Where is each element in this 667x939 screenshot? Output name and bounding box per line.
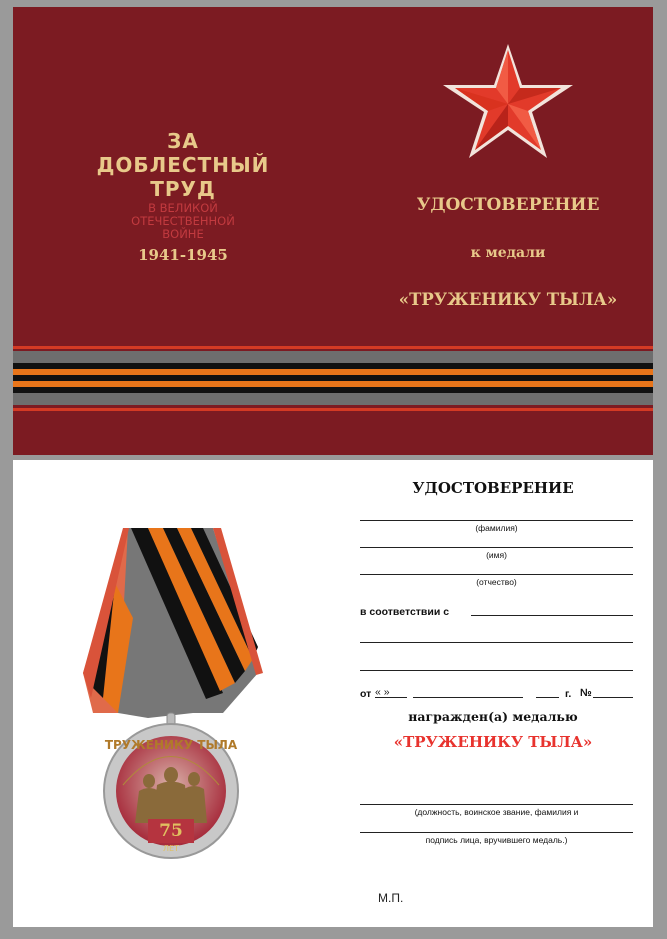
- signature-line-2: [360, 832, 633, 833]
- emblem-sub-3: ВОЙНЕ: [162, 227, 204, 241]
- cover-subtitle: к медали: [470, 245, 546, 261]
- date-quote: « »: [375, 686, 390, 698]
- inner-title: УДОСТОВЕРЕНИЕ: [412, 479, 574, 497]
- inner-medal-name: «ТРУЖЕНИКУ ТЫЛА»: [393, 733, 593, 751]
- emblem-line-1: ЗА: [167, 129, 199, 153]
- medal-number: 75: [159, 821, 183, 841]
- stamp-place: М.П.: [378, 891, 404, 905]
- patronymic-caption: (отчество): [476, 577, 517, 587]
- surname-caption: (фамилия): [475, 523, 518, 533]
- emblem-line-2: ДОБЛЕСТНЫЙ: [96, 153, 270, 177]
- date-prefix: от: [360, 688, 372, 700]
- certificate-cover: [13, 7, 653, 455]
- signature-caption-2: подпись лица, вручившего медаль.): [425, 835, 568, 845]
- awarded-text: награжден(а) медалью: [408, 709, 578, 724]
- blank-line-2: [360, 670, 633, 671]
- signature-line-1: [360, 804, 633, 805]
- name-caption: (имя): [486, 550, 507, 560]
- number-label: №: [580, 687, 592, 699]
- cover-medal-name: «ТРУЖЕНИКУ ТЫЛА»: [398, 290, 618, 309]
- accordance-line: [471, 615, 633, 616]
- emblem-years: 1941-1945: [138, 246, 228, 264]
- certificate-inner-page: [13, 460, 653, 927]
- signature-caption-1: (должность, воинское звание, фамилия и: [414, 807, 579, 817]
- st-george-ribbon: [13, 346, 653, 414]
- medal-years-label: ЛЕТ: [163, 844, 179, 853]
- patronymic-line: [360, 574, 633, 575]
- blank-line-1: [360, 642, 633, 643]
- cover-emblem: [83, 129, 283, 264]
- day-line: [375, 697, 407, 698]
- year-label: г.: [565, 688, 572, 700]
- number-line: [593, 697, 633, 698]
- accordance-label: в соответствии с: [360, 606, 450, 618]
- surname-line: [360, 520, 633, 521]
- emblem-sub-2: ОТЕЧЕСТВЕННОЙ: [131, 214, 235, 228]
- emblem-sub-1: В ВЕЛИКОЙ: [148, 201, 218, 215]
- name-line: [360, 547, 633, 548]
- medal-icon: [73, 523, 268, 871]
- month-line: [413, 697, 523, 698]
- medal-inscription: ТРУЖЕНИКУ ТЫЛА: [104, 738, 238, 752]
- cover-title: УДОСТОВЕРЕНИЕ: [416, 195, 600, 215]
- year-line: [536, 697, 559, 698]
- red-star-icon: [439, 42, 577, 162]
- emblem-line-3: ТРУД: [150, 177, 216, 201]
